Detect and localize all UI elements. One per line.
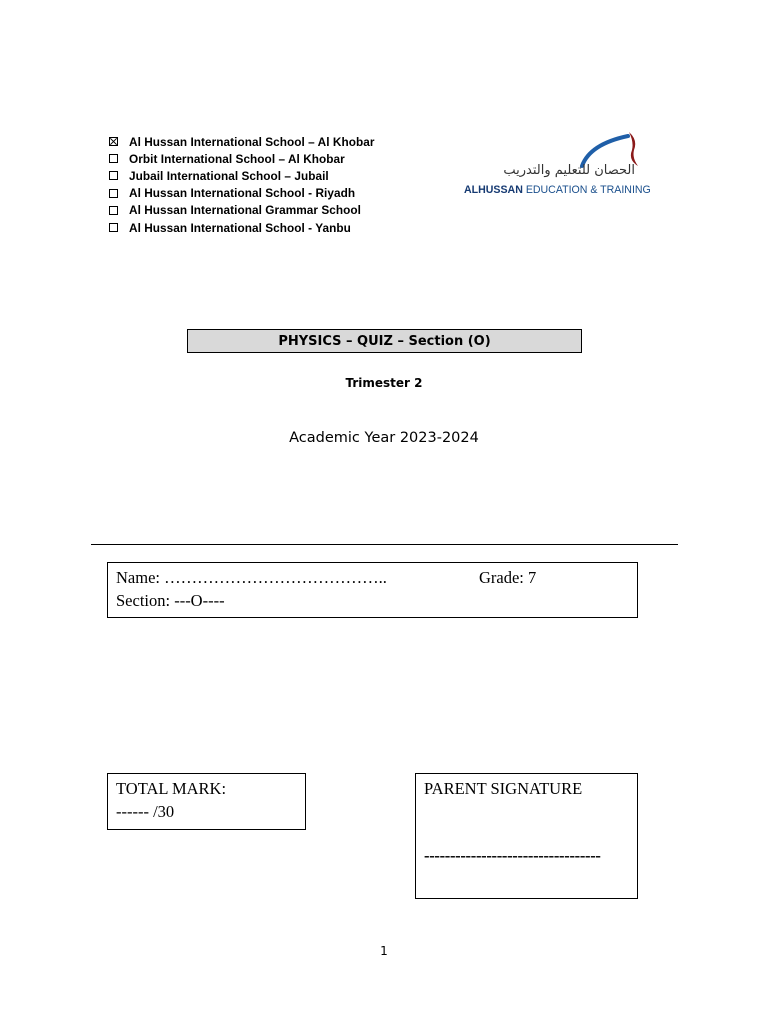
student-info-box bbox=[107, 562, 638, 618]
school-option-label: Al Hussan International School - Riyadh bbox=[129, 186, 356, 201]
school-option bbox=[109, 167, 375, 184]
academic-year: Academic Year 2023-2024 bbox=[289, 430, 479, 446]
alhussan-logo bbox=[462, 130, 652, 200]
school-option-label: Al Hussan International School - Yanbu bbox=[129, 220, 351, 235]
checkbox-icon[interactable] bbox=[109, 171, 118, 180]
school-option bbox=[109, 202, 375, 219]
section-field: Section: ---O---- bbox=[116, 591, 225, 610]
logo-tagline: EDUCATION & TRAINING bbox=[525, 184, 651, 196]
logo-brand: ALHUSSAN bbox=[464, 184, 523, 196]
parent-signature-box bbox=[415, 773, 638, 899]
total-mark-label: TOTAL MARK: bbox=[116, 779, 227, 798]
quiz-title: PHYSICS – QUIZ – Section (O) bbox=[187, 329, 582, 353]
school-checklist bbox=[109, 133, 375, 236]
school-option-label: Jubail International School – Jubail bbox=[129, 168, 329, 183]
school-option-label: Al Hussan International Grammar School bbox=[129, 203, 361, 218]
divider bbox=[91, 544, 678, 545]
checkbox-icon[interactable] bbox=[109, 206, 118, 215]
checkbox-checked-icon[interactable] bbox=[109, 137, 118, 146]
logo-arabic-text: الحصان للتعليم والتدريب bbox=[503, 163, 635, 178]
page-number: 1 bbox=[380, 944, 388, 958]
name-field[interactable]: Name: ………………………………….. bbox=[116, 568, 387, 587]
school-option bbox=[109, 133, 375, 150]
grade-field: Grade: 7 bbox=[479, 568, 537, 587]
school-option-label: Orbit International School – Al Khobar bbox=[129, 151, 345, 166]
school-option bbox=[109, 219, 375, 236]
checkbox-icon[interactable] bbox=[109, 189, 118, 198]
total-mark-box bbox=[107, 773, 306, 830]
school-option-label: Al Hussan International School – Al Khobar bbox=[129, 134, 375, 149]
trimester-label: Trimester 2 bbox=[345, 376, 423, 390]
checkbox-icon[interactable] bbox=[109, 223, 118, 232]
parent-signature-label: PARENT SIGNATURE bbox=[424, 779, 583, 798]
logo-english-text bbox=[464, 184, 651, 196]
total-mark-value[interactable]: ------ /30 bbox=[116, 802, 175, 821]
school-option bbox=[109, 185, 375, 202]
school-option bbox=[109, 150, 375, 167]
checkbox-icon[interactable] bbox=[109, 154, 118, 163]
signature-line[interactable]: ---------------------------------- bbox=[424, 846, 601, 865]
